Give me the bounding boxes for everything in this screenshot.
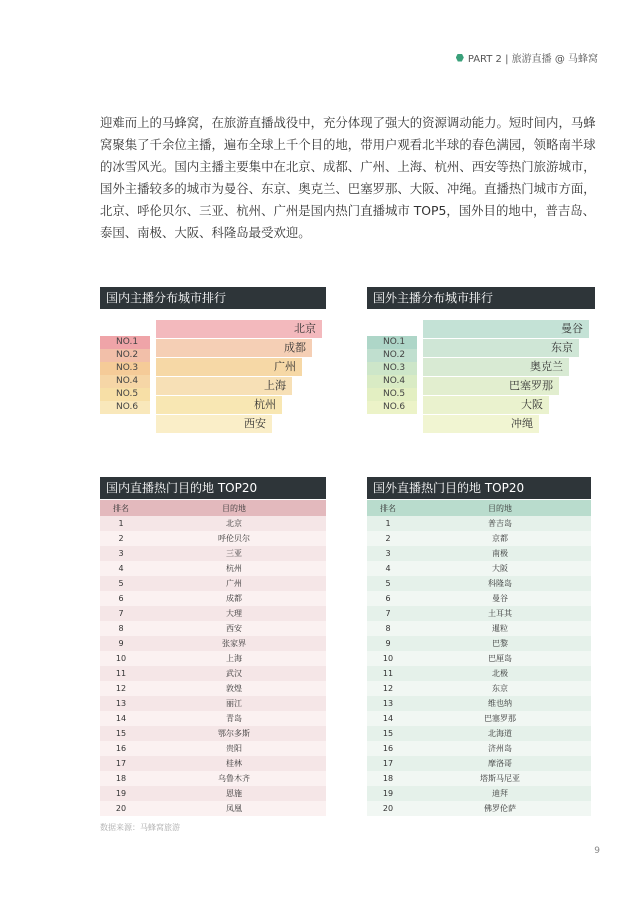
rank-cell: 8: [100, 621, 142, 636]
rank-bar-3: 奥克兰: [423, 358, 569, 376]
rank-label-1: NO.1: [367, 336, 417, 349]
rank-label-2: NO.2: [367, 349, 417, 362]
destination-cell: 北极: [409, 666, 591, 681]
destination-cell: 大理: [142, 606, 326, 621]
rank-cell: 17: [367, 756, 409, 771]
rank-cell: 9: [100, 636, 142, 651]
rank-label-6: NO.6: [100, 401, 150, 414]
destination-cell: 迪拜: [409, 786, 591, 801]
table-row: [367, 786, 591, 801]
rank-cell: 3: [100, 546, 142, 561]
rank-bar-1: 北京: [156, 320, 322, 338]
destination-cell: 凤凰: [142, 801, 326, 816]
destination-cell: 大阪: [409, 561, 591, 576]
rank-cell: 12: [100, 681, 142, 696]
destination-cell: 敦煌: [142, 681, 326, 696]
hexagon-icon: [456, 54, 464, 62]
rank-cell: 5: [367, 576, 409, 591]
rank-bar-6: 冲绳: [423, 415, 539, 433]
rank-bar-2: 成都: [156, 339, 312, 357]
rank-cell: 18: [100, 771, 142, 786]
table-row: [100, 801, 326, 816]
table-row: [100, 756, 326, 771]
table-row: [367, 756, 591, 771]
table-row: [100, 711, 326, 726]
rank-label-4: NO.4: [100, 375, 150, 388]
rank-cell: 7: [367, 606, 409, 621]
table-row: [367, 576, 591, 591]
col-rank-header: 排名: [367, 500, 409, 516]
rank-cell: 2: [367, 531, 409, 546]
rank-cell: 17: [100, 756, 142, 771]
domestic-rank-title: 国内主播分布城市排行: [100, 287, 326, 309]
table-row: [100, 576, 326, 591]
destination-cell: 巴塞罗那: [409, 711, 591, 726]
rank-label-5: NO.5: [367, 388, 417, 401]
rank-cell: 6: [100, 591, 142, 606]
table-row: [100, 546, 326, 561]
col-rank-header: 排名: [100, 500, 142, 516]
table-row: [100, 666, 326, 681]
destination-cell: 杭州: [142, 561, 326, 576]
table-row: [100, 531, 326, 546]
destination-cell: 张家界: [142, 636, 326, 651]
destination-cell: 呼伦贝尔: [142, 531, 326, 546]
destination-cell: 普吉岛: [409, 516, 591, 531]
rank-cell: 7: [100, 606, 142, 621]
rank-cell: 6: [367, 591, 409, 606]
table-row: [367, 651, 591, 666]
destination-cell: 巴黎: [409, 636, 591, 651]
rank-bar-1: 曼谷: [423, 320, 589, 338]
table-row: [100, 681, 326, 696]
table-row: [367, 741, 591, 756]
col-dest-header: 目的地: [142, 500, 326, 516]
header-text: PART 2 | 旅游直播 @ 马蜂窝: [467, 54, 598, 65]
destination-cell: 上海: [142, 651, 326, 666]
table-row: [367, 711, 591, 726]
rank-cell: 13: [100, 696, 142, 711]
destination-cell: 广州: [142, 576, 326, 591]
table-row: [100, 741, 326, 756]
table-row: [100, 651, 326, 666]
rank-cell: 11: [100, 666, 142, 681]
rank-cell: 20: [367, 801, 409, 816]
rank-bar-4: 上海: [156, 377, 292, 395]
destination-cell: 塔斯马尼亚: [409, 771, 591, 786]
page-number: 9: [594, 846, 600, 856]
rank-cell: 16: [367, 741, 409, 756]
destination-cell: 摩洛哥: [409, 756, 591, 771]
rank-cell: 19: [100, 786, 142, 801]
destination-cell: 北海道: [409, 726, 591, 741]
rank-cell: 11: [367, 666, 409, 681]
destination-cell: 青岛: [142, 711, 326, 726]
rank-cell: 18: [367, 771, 409, 786]
rank-cell: 9: [367, 636, 409, 651]
destination-cell: 维也纳: [409, 696, 591, 711]
table-row: [100, 621, 326, 636]
table-row: [367, 636, 591, 651]
destination-cell: 京都: [409, 531, 591, 546]
destination-cell: 乌鲁木齐: [142, 771, 326, 786]
table-row: [367, 621, 591, 636]
rank-cell: 20: [100, 801, 142, 816]
rank-label-2: NO.2: [100, 349, 150, 362]
destination-cell: 西安: [142, 621, 326, 636]
rank-bar-2: 东京: [423, 339, 579, 357]
rank-cell: 5: [100, 576, 142, 591]
destination-cell: 曼谷: [409, 591, 591, 606]
rank-cell: 14: [367, 711, 409, 726]
table-row: [367, 666, 591, 681]
table-row: [100, 636, 326, 651]
destination-cell: 科隆岛: [409, 576, 591, 591]
destination-cell: 暹粒: [409, 621, 591, 636]
rank-label-3: NO.3: [367, 362, 417, 375]
table-row: [100, 606, 326, 621]
rank-cell: 16: [100, 741, 142, 756]
destination-cell: 巴厘岛: [409, 651, 591, 666]
rank-cell: 19: [367, 786, 409, 801]
rank-cell: 14: [100, 711, 142, 726]
destination-cell: 北京: [142, 516, 326, 531]
table-row: [100, 561, 326, 576]
destination-cell: 丽江: [142, 696, 326, 711]
rank-cell: 1: [100, 516, 142, 531]
destination-cell: 三亚: [142, 546, 326, 561]
destination-cell: 恩施: [142, 786, 326, 801]
table-row: [367, 606, 591, 621]
domestic-top20-title: 国内直播热门目的地 TOP20: [100, 477, 326, 499]
rank-label-5: NO.5: [100, 388, 150, 401]
col-dest-header: 目的地: [409, 500, 591, 516]
destination-cell: 鄂尔多斯: [142, 726, 326, 741]
rank-bar-4: 巴塞罗那: [423, 377, 559, 395]
domestic-top20-table: [100, 500, 326, 816]
table-row: [100, 696, 326, 711]
destination-cell: 贵阳: [142, 741, 326, 756]
destination-cell: 桂林: [142, 756, 326, 771]
rank-cell: 15: [100, 726, 142, 741]
table-row: [367, 771, 591, 786]
rank-bar-5: 杭州: [156, 396, 282, 414]
rank-label-4: NO.4: [367, 375, 417, 388]
page-header: [456, 50, 598, 65]
rank-cell: 10: [367, 651, 409, 666]
destination-cell: 土耳其: [409, 606, 591, 621]
rank-cell: 13: [367, 696, 409, 711]
rank-cell: 3: [367, 546, 409, 561]
destination-cell: 佛罗伦萨: [409, 801, 591, 816]
foreign-rank-title: 国外主播分布城市排行: [367, 287, 595, 309]
table-row: [367, 561, 591, 576]
rank-bar-5: 大阪: [423, 396, 549, 414]
table-row: [367, 696, 591, 711]
destination-cell: 东京: [409, 681, 591, 696]
rank-cell: 10: [100, 651, 142, 666]
rank-label-1: NO.1: [100, 336, 150, 349]
rank-bar-6: 西安: [156, 415, 272, 433]
rank-label-6: NO.6: [367, 401, 417, 414]
table-row: [367, 591, 591, 606]
table-row: [367, 516, 591, 531]
table-row: [367, 531, 591, 546]
rank-cell: 2: [100, 531, 142, 546]
table-row: [367, 681, 591, 696]
table-row: [100, 516, 326, 531]
destination-cell: 济州岛: [409, 741, 591, 756]
table-row: [100, 591, 326, 606]
table-row: [100, 726, 326, 741]
foreign-top20-table: [367, 500, 591, 816]
rank-cell: 12: [367, 681, 409, 696]
table-row: [100, 786, 326, 801]
rank-label-3: NO.3: [100, 362, 150, 375]
intro-paragraph: 迎难而上的马蜂窝，在旅游直播战役中，充分体现了强大的资源调动能力。短时间内，马蜂窝聚集了千余位主播，遍布全球上千个目的地，带用户观看北半球的春色满园，领略南半球的冰雪风光。国内主播主要集中在北京、成都、广州、上海、杭州、西安等热门旅游城市，国外主播较多的城市为曼谷、东京、奥克兰、巴塞罗那、大阪、冲绳。直播热门城市方面，北京、呼伦贝尔、三亚、杭州、广州是国内热门直播城市 TOP5，国外目的地中，普吉岛、泰国、南极、大阪、科隆岛最受欢迎。: [100, 115, 596, 240]
rank-cell: 1: [367, 516, 409, 531]
destination-cell: 武汉: [142, 666, 326, 681]
rank-cell: 8: [367, 621, 409, 636]
table-row: [100, 771, 326, 786]
table-row: [367, 546, 591, 561]
destination-cell: 南极: [409, 546, 591, 561]
rank-bar-3: 广州: [156, 358, 302, 376]
rank-cell: 15: [367, 726, 409, 741]
table-row: [367, 726, 591, 741]
data-source: 数据来源：马蜂窝旅游: [100, 823, 180, 832]
foreign-top20-title: 国外直播热门目的地 TOP20: [367, 477, 591, 499]
destination-cell: 成都: [142, 591, 326, 606]
table-row: [367, 801, 591, 816]
rank-cell: 4: [367, 561, 409, 576]
rank-cell: 4: [100, 561, 142, 576]
